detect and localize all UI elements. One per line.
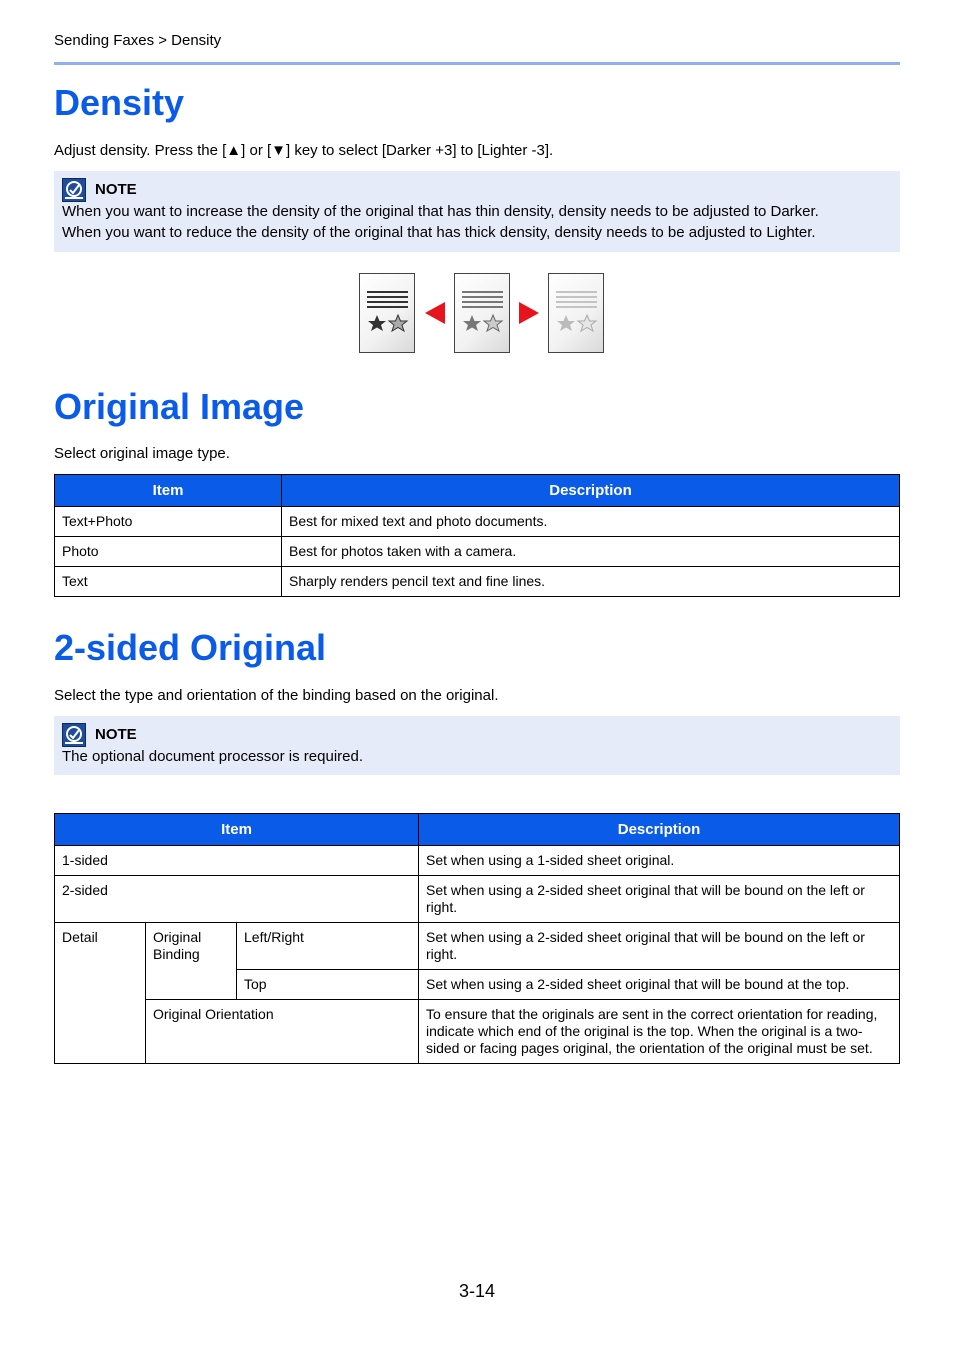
table-cell-description: To ensure that the originals are sent in the correct orientation for reading, indicate which end of the original is the top. When the original is a two-sided or facing pages original, the orientation of the original must be set. (419, 1000, 900, 1064)
density-illustration (359, 273, 605, 354)
table-cell-description: Best for photos taken with a camera. (282, 537, 900, 567)
note-label: NOTE (95, 726, 137, 743)
two-sided-table (54, 813, 900, 1064)
original-image-table (54, 474, 900, 597)
header-rule (54, 62, 900, 65)
table-header-item: Item (55, 814, 419, 846)
table-row (55, 846, 900, 876)
two-sided-note (54, 716, 900, 775)
arrow-right-icon (519, 302, 539, 324)
table-cell-subitem: Original Binding (146, 923, 237, 1000)
density-heading: Density (54, 82, 185, 123)
page-normal-icon (454, 273, 510, 353)
table-cell-subitem: Original Orientation (146, 1000, 419, 1064)
note-line: When you want to reduce the density of the original that has thick density, density needs to be adjusted to Lighter. (62, 224, 816, 241)
table-cell-description: Best for mixed text and photo documents. (282, 507, 900, 537)
table-row (55, 567, 900, 597)
density-intro: Adjust density. Press the [▲] or [▼] key to select [Darker +3] to [Lighter -3]. (54, 142, 554, 159)
table-header-item: Item (55, 475, 282, 507)
table-cell-item: Text+Photo (55, 507, 282, 537)
table-cell-subitem: Top (237, 970, 419, 1000)
breadcrumb: Sending Faxes > Density (54, 32, 222, 49)
table-header-description: Description (419, 814, 900, 846)
table-row (55, 1000, 900, 1064)
table-cell-item: Detail (55, 923, 146, 1064)
table-cell-description: Set when using a 2-sided sheet original that will be bound on the left or right. (419, 923, 900, 970)
table-cell-description: Set when using a 1-sided sheet original. (419, 846, 900, 876)
note-label: NOTE (95, 181, 137, 198)
table-cell-description: Set when using a 2-sided sheet original that will be bound at the top. (419, 970, 900, 1000)
table-cell-item: 1-sided (55, 846, 419, 876)
note-line: When you want to increase the density of the original that has thin density, density needs to be adjusted to Darker. (62, 203, 819, 220)
original-image-heading: Original Image (54, 386, 305, 427)
note-line: The optional document processor is required. (62, 748, 363, 765)
table-row (55, 923, 900, 970)
table-header-description: Description (282, 475, 900, 507)
note-icon (62, 178, 86, 202)
original-image-intro: Select original image type. (54, 445, 230, 462)
table-row (55, 537, 900, 567)
table-cell-subitem: Left/Right (237, 923, 419, 970)
note-icon (62, 723, 86, 747)
two-sided-heading: 2-sided Original (54, 627, 327, 668)
table-cell-description: Set when using a 2-sided sheet original that will be bound on the left or right. (419, 876, 900, 923)
table-cell-item: Photo (55, 537, 282, 567)
table-cell-item: 2-sided (55, 876, 419, 923)
density-note (54, 171, 900, 252)
page-number: 3-14 (458, 1281, 496, 1301)
arrow-left-icon (425, 302, 445, 324)
page-dark-icon (359, 273, 415, 353)
page-light-icon (548, 273, 604, 353)
table-row (55, 876, 900, 923)
table-row (55, 507, 900, 537)
two-sided-intro: Select the type and orientation of the binding based on the original. (54, 687, 499, 704)
table-cell-item: Text (55, 567, 282, 597)
table-cell-description: Sharply renders pencil text and fine lines. (282, 567, 900, 597)
